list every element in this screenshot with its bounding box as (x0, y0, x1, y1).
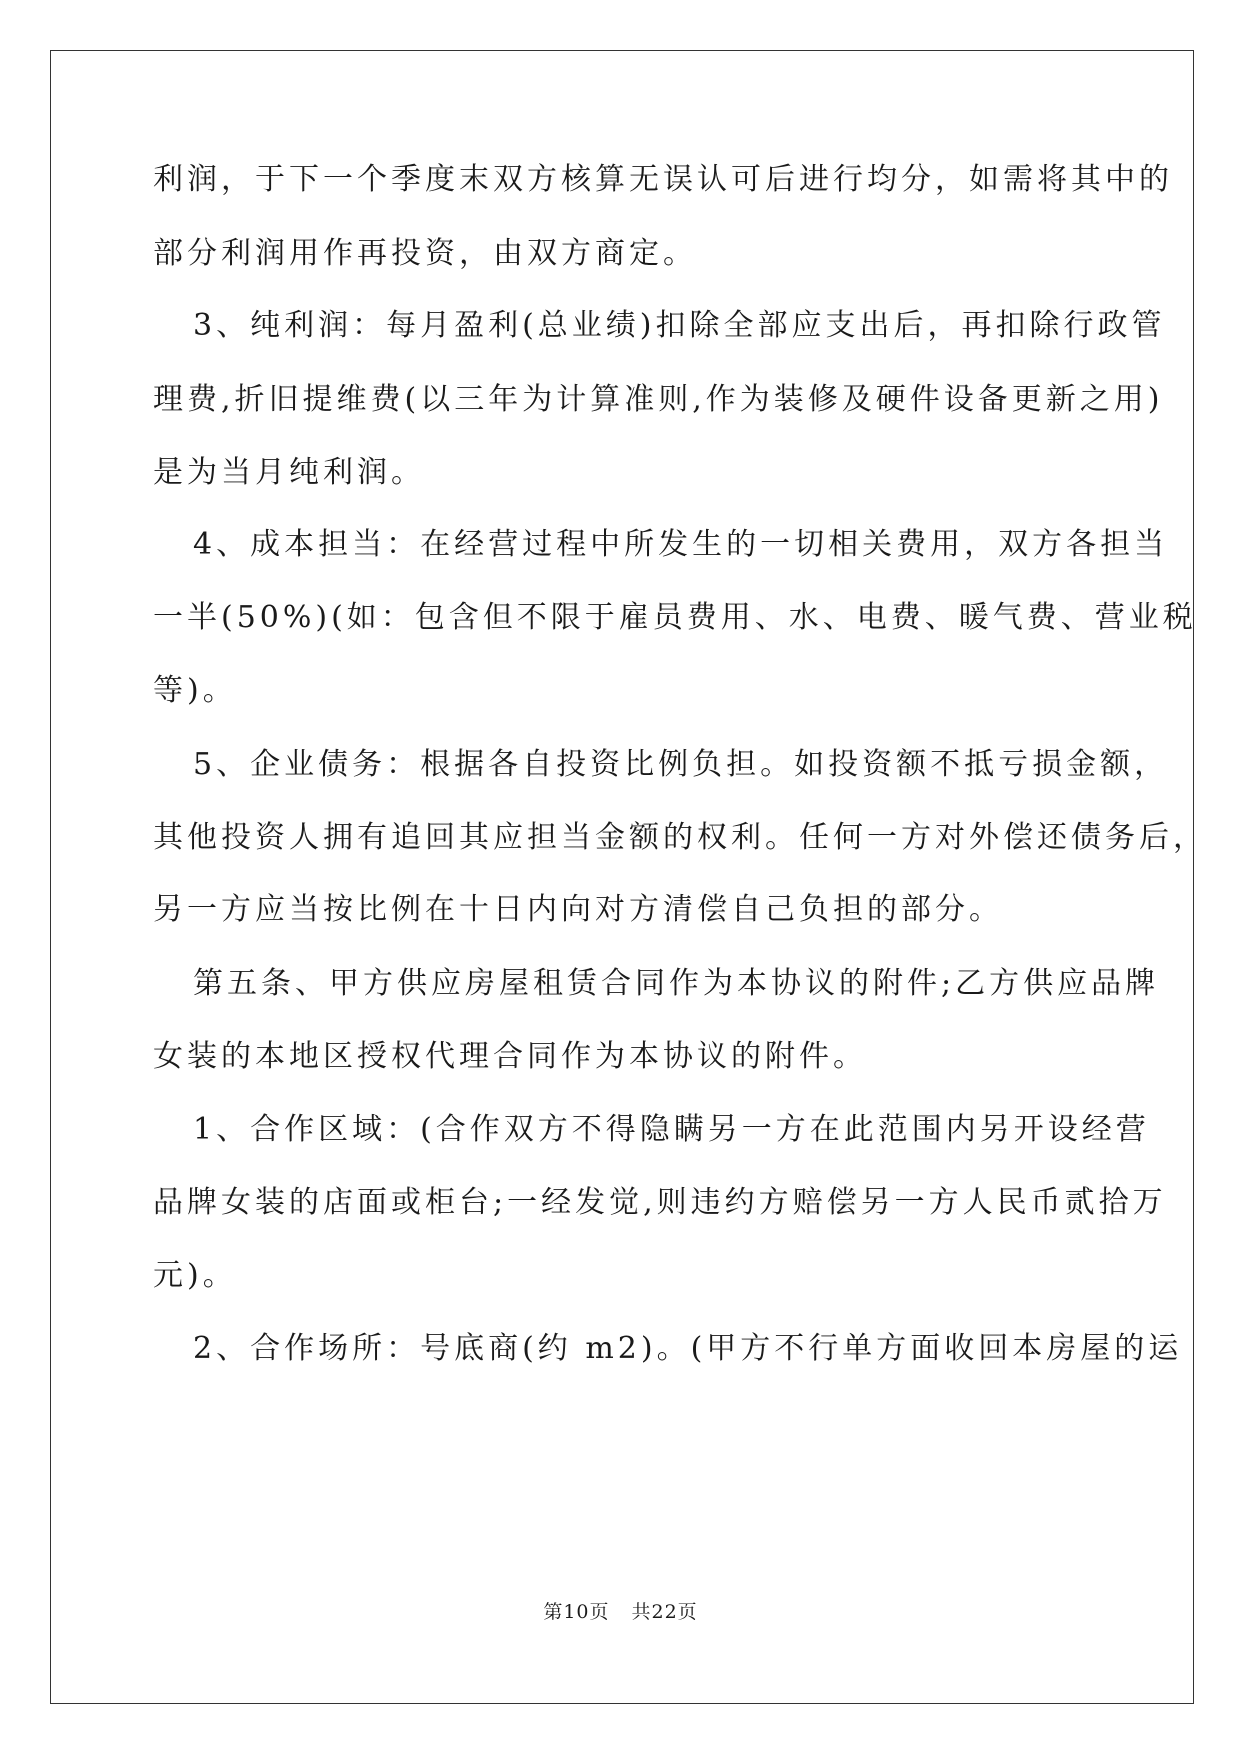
text-line: 部分利润用作再投资，由双方商定。 (153, 236, 697, 271)
text-line: 元)。 (153, 1258, 237, 1293)
page-total: 共22页 (631, 1601, 698, 1623)
text-line: 一半(50%)(如：包含但不限于雇员费用、水、电费、暖气费、营业税 (153, 600, 1197, 635)
text-line: 2、合作场所：号底商(约 m2)。(甲方不行单方面收回本房屋的运 (193, 1331, 1183, 1366)
text-line: 1、合作区域：(合作双方不得隐瞒另一方在此范围内另开设经营 (193, 1112, 1150, 1147)
page-border (50, 50, 1207, 1704)
text-line: 等)。 (153, 673, 237, 708)
page-number: 第10页 (543, 1601, 610, 1623)
text-line: 另一方应当按比例在十日内向对方清偿自己负担的部分。 (153, 892, 1003, 927)
text-line: 利润，于下一个季度末双方核算无误认可后进行均分，如需将其中的 (153, 162, 1173, 197)
text-line: 女装的本地区授权代理合同作为本协议的附件。 (153, 1039, 867, 1074)
text-line: 4、成本担当：在经营过程中所发生的一切相关费用，双方各担当 (193, 527, 1169, 562)
page-footer (0, 1600, 1241, 1624)
text-line: 其他投资人拥有追回其应担当金额的权利。任何一方对外偿还债务后， (153, 820, 1207, 855)
text-line: 品牌女装的店面或柜台;一经发觉,则违约方赔偿另一方人民币贰拾万 (153, 1185, 1167, 1220)
text-line: 3、纯利润：每月盈利(总业绩)扣除全部应支出后，再扣除行政管 (193, 308, 1166, 343)
text-line: 理费,折旧提维费(以三年为计算准则,作为装修及硬件设备更新之用) (153, 382, 1164, 417)
text-line: 5、企业债务：根据各自投资比例负担。如投资额不抵亏损金额， (193, 747, 1169, 782)
text-line: 第五条、甲方供应房屋租赁合同作为本协议的附件;乙方供应品牌 (193, 966, 1160, 1001)
text-line: 是为当月纯利润。 (153, 455, 425, 490)
